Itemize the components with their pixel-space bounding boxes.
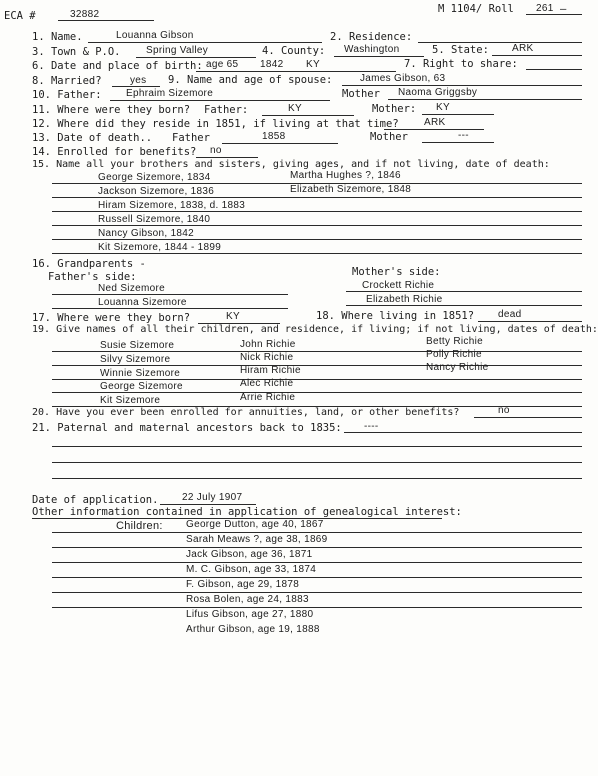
q2-line <box>418 42 582 43</box>
q20-line <box>474 417 582 418</box>
q7-label: 7. Right to share: <box>404 58 518 70</box>
q4-label: 4. County: <box>262 45 326 57</box>
q6-value: age 65 <box>206 59 239 70</box>
child-12: Kit Sizemore <box>100 395 161 406</box>
grandparent-f1: Ned Sizemore <box>98 283 165 294</box>
child-5: Nick Richie <box>240 352 294 363</box>
q3-label: 3. Town & P.O. <box>32 46 121 58</box>
application-date-value: 22 July 1907 <box>182 492 243 503</box>
q17-value: KY <box>226 311 240 322</box>
q15-line-6 <box>52 253 582 254</box>
child-2: John Richie <box>240 339 296 350</box>
q5-value: ARK <box>512 43 534 54</box>
q19-line-3 <box>52 379 582 380</box>
q9-label: 9. Name and age of spouse: <box>168 74 333 86</box>
app-line-4 <box>52 577 582 578</box>
q15-line-4 <box>52 225 582 226</box>
q10-mother-value: Naoma Griggsby <box>398 87 478 98</box>
app-child-5: F. Gibson, age 29, 1878 <box>186 579 300 590</box>
roll-line <box>526 14 582 15</box>
app-child-2: Sarah Meaws ?, age 38, 1869 <box>186 534 328 545</box>
children-label: Children: <box>116 520 163 532</box>
q10-label: 10. Father: <box>32 89 102 101</box>
app-child-4: M. C. Gibson, age 33, 1874 <box>186 564 317 575</box>
q10-line <box>110 100 330 101</box>
q8-label: 8. Married? <box>32 75 102 87</box>
app-line-6 <box>52 607 582 608</box>
q13-mother-label: Mother <box>370 131 408 143</box>
q15-line-5 <box>52 239 582 240</box>
q10-value: Ephraim Sizemore <box>126 88 214 99</box>
eca-line <box>58 20 154 21</box>
q16-line-f2 <box>52 308 288 309</box>
q11-mother-label: Mother: <box>372 103 417 115</box>
q19-line-1 <box>52 351 582 352</box>
child-13: Arrie Richie <box>240 392 296 403</box>
grandparent-m2: Elizabeth Richie <box>366 294 443 305</box>
q16-line-m1 <box>346 291 582 292</box>
q13-father-value: 1858 <box>262 131 286 142</box>
q6-place: KY <box>306 59 320 70</box>
sibling-4: Elizabeth Sizemore, 1848 <box>290 184 412 195</box>
q18-label: 18. Where living in 1851? <box>316 310 475 322</box>
roll-number: 261 <box>536 3 554 14</box>
app-line-1 <box>52 532 582 533</box>
q14-label: 14. Enrolled for benefits? <box>32 146 197 158</box>
q13-label: 13. Date of death.. <box>32 132 153 144</box>
q13-father-label: Father <box>172 132 210 144</box>
q9-line <box>342 85 582 86</box>
q5-line <box>492 55 582 56</box>
sibling-6: Russell Sizemore, 1840 <box>98 214 211 225</box>
app-child-6: Rosa Bolen, age 24, 1883 <box>186 594 309 605</box>
q14-value: no <box>210 145 222 156</box>
sibling-7: Nancy Gibson, 1842 <box>98 228 195 239</box>
q4-value: Washington <box>344 44 400 55</box>
q7-line <box>526 69 582 70</box>
q1-value: Louanna Gibson <box>116 30 194 41</box>
grandparent-m1: Crockett Richie <box>362 280 435 291</box>
q13-mother-line <box>422 142 494 143</box>
sibling-5: Hiram Sizemore, 1838, d. 1883 <box>98 200 246 211</box>
child-8: Hiram Richie <box>240 365 301 376</box>
q17-label: 17. Where were they born? <box>32 312 191 324</box>
eca-label: ECA # <box>4 10 36 22</box>
q15-line-2 <box>52 197 582 198</box>
app-line-3 <box>52 562 582 563</box>
app-line-2 <box>52 547 582 548</box>
q3-value: Spring Valley <box>146 45 209 56</box>
sibling-8: Kit Sizemore, 1844 - 1899 <box>98 242 222 253</box>
q6-line <box>196 71 396 72</box>
q16-line-f1 <box>52 294 288 295</box>
q18-line <box>478 321 582 322</box>
child-3: Betty Richie <box>426 336 483 347</box>
child-11: Alec Richie <box>240 378 294 389</box>
q19-line-2 <box>52 365 582 366</box>
child-9: Nancy Richie <box>426 362 489 373</box>
sibling-1: George Sizemore, 1834 <box>98 172 211 183</box>
q12-value: ARK <box>424 117 446 128</box>
q21-label: 21. Paternal and maternal ancestors back to 1835: <box>32 422 342 434</box>
q21-line-0 <box>344 432 582 433</box>
q21-line-1 <box>52 446 582 447</box>
q1-label: 1. Name. <box>32 31 83 43</box>
q4-line <box>334 56 424 57</box>
q21-line-3 <box>52 478 582 479</box>
q12-line <box>384 129 484 130</box>
q18-value: dead <box>498 309 522 320</box>
father-side-label: Father's side: <box>48 271 137 283</box>
q8-line <box>112 86 160 87</box>
app-child-7: Lifus Gibson, age 27, 1880 <box>186 609 314 620</box>
other-info-label: Other information contained in application of genealogical interest: <box>32 506 462 518</box>
grandparent-f2: Louanna Sizemore <box>98 297 187 308</box>
q11-label: 11. Where were they born? <box>32 104 191 116</box>
q5-label: 5. State: <box>432 44 489 56</box>
roll-suffix: — <box>560 3 567 15</box>
roll-label: M 1104/ Roll <box>438 3 514 15</box>
child-7: Winnie Sizemore <box>100 368 181 379</box>
q11-mother-value: KY <box>436 102 450 113</box>
app-child-1: George Dutton, age 40, 1867 <box>186 519 324 530</box>
q11-father-value: KY <box>288 103 302 114</box>
child-4: Silvy Sizemore <box>100 354 171 365</box>
q6-label: 6. Date and place of birth: <box>32 60 203 72</box>
q19-line-4 <box>52 392 582 393</box>
app-child-8: Arthur Gibson, age 19, 1888 <box>186 624 320 635</box>
sibling-2: Martha Hughes ?, 1846 <box>290 170 401 181</box>
application-date-line <box>160 504 256 505</box>
q21-value: ---- <box>364 421 379 432</box>
q14-line <box>196 157 258 158</box>
q15-label: 15. Name all your brothers and sisters, giving ages, and if not living, date of death: <box>32 159 550 170</box>
q20-value: no <box>498 405 510 416</box>
child-6: Polly Richie <box>426 349 482 360</box>
q11-father-line <box>262 115 354 116</box>
q11-mother-line <box>422 114 494 115</box>
eca-number: 32882 <box>70 9 100 20</box>
q9-value: James Gibson, 63 <box>360 73 446 84</box>
q12-label: 12. Where did they reside in 1851, if living at that time? <box>32 118 399 130</box>
q16-line-m2 <box>346 305 582 306</box>
application-date-label: Date of application. <box>32 494 159 506</box>
q15-line-3 <box>52 211 582 212</box>
q10-mother-line <box>388 99 582 100</box>
q21-line-2 <box>52 462 582 463</box>
mother-side-label: Mother's side: <box>352 266 441 278</box>
q3-line <box>136 57 256 58</box>
q13-mother-value: --- <box>458 130 469 141</box>
q19-label: 19. Give names of all their children, and residence, if living; if not living, dates of death: <box>32 324 598 335</box>
q16-label: 16. Grandparents - <box>32 258 146 270</box>
sibling-3: Jackson Sizemore, 1836 <box>98 186 215 197</box>
q2-label: 2. Residence: <box>330 31 413 43</box>
q8-value: yes <box>130 75 147 86</box>
child-1: Susie Sizemore <box>100 340 175 351</box>
child-10: George Sizemore <box>100 381 183 392</box>
q20-label: 20. Have you ever been enrolled for annuities, land, or other benefits? <box>32 407 460 418</box>
q10-mother-label: Mother <box>342 88 380 100</box>
q6-year: 1842 <box>260 59 284 70</box>
q13-father-line <box>222 143 338 144</box>
app-child-3: Jack Gibson, age 36, 1871 <box>186 549 313 560</box>
q1-line <box>88 42 322 43</box>
q11-father-label: Father: <box>204 104 249 116</box>
app-line-5 <box>52 592 582 593</box>
